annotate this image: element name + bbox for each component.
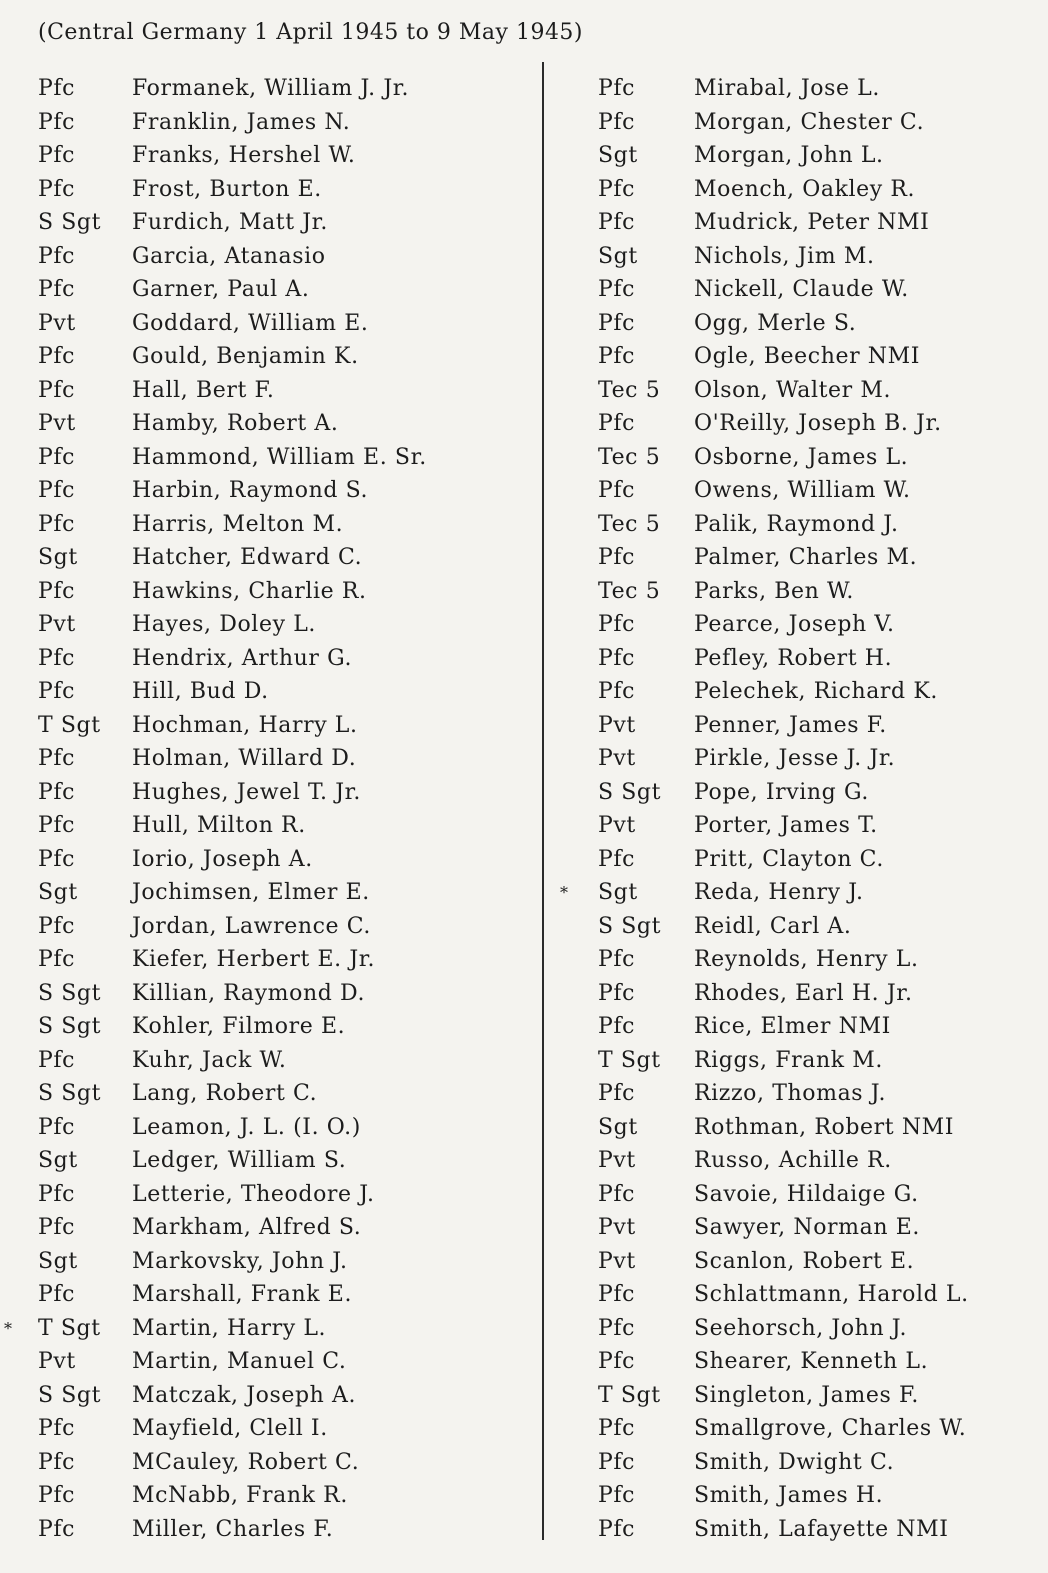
- rank-label: Pfc: [38, 344, 76, 369]
- soldier-name: Iorio, Joseph A.: [132, 846, 313, 872]
- soldier-name: Pritt, Clayton C.: [694, 846, 884, 872]
- rank-label: Pfc: [38, 143, 76, 168]
- rank-label: Pfc: [38, 1047, 76, 1073]
- rank-label: Pvt: [598, 1215, 636, 1240]
- soldier-name: Parks, Ben W.: [694, 578, 854, 604]
- roster-row: [0, 1010, 500, 1044]
- roster-row: [560, 675, 1048, 709]
- roster-row: [0, 776, 500, 810]
- rank-label: T Sgt: [38, 1315, 101, 1341]
- rank-label: Pfc: [38, 1449, 76, 1475]
- roster-row: [0, 1144, 500, 1178]
- rank-label: T Sgt: [598, 1382, 661, 1408]
- roster-row: [560, 1111, 1048, 1145]
- soldier-name: Rothman, Robert NMI: [694, 1114, 955, 1140]
- soldier-name: Moench, Oakley R.: [694, 176, 916, 202]
- soldier-name: Scanlon, Robert E.: [694, 1248, 915, 1274]
- soldier-name: Furdich, Matt Jr.: [132, 210, 328, 235]
- soldier-name: Franklin, James N.: [132, 109, 351, 135]
- roster-row: [0, 173, 500, 207]
- soldier-name: Riggs, Frank M.: [694, 1047, 883, 1073]
- roster-row: [0, 977, 500, 1011]
- rank-label: Pfc: [598, 344, 636, 369]
- roster-row: [0, 1412, 500, 1446]
- soldier-name: Schlattmann, Harold L.: [694, 1282, 969, 1307]
- roster-column-right: [560, 72, 1048, 1546]
- roster-row: [0, 642, 500, 676]
- roster-row: [0, 742, 500, 776]
- soldier-name: Leamon, J. L. (I. O.): [132, 1114, 361, 1140]
- rank-label: Tec 5: [598, 444, 661, 470]
- rank-label: Pfc: [38, 779, 76, 805]
- soldier-name: Jochimsen, Elmer E.: [132, 880, 370, 905]
- soldier-name: Markovsky, John J.: [132, 1248, 348, 1274]
- soldier-name: Harbin, Raymond S.: [132, 478, 369, 503]
- rank-label: Sgt: [38, 1248, 78, 1274]
- rank-label: Pfc: [38, 645, 76, 671]
- rank-label: Pvt: [38, 411, 76, 436]
- soldier-name: Singleton, James F.: [694, 1382, 919, 1408]
- soldier-name: Reda, Henry J.: [694, 880, 864, 905]
- rank-label: Pfc: [598, 478, 636, 503]
- rank-label: Pfc: [38, 277, 76, 302]
- rank-label: Pvt: [38, 310, 76, 336]
- rank-label: Pfc: [38, 679, 76, 704]
- roster-row: [0, 139, 500, 173]
- soldier-name: Shearer, Kenneth L.: [694, 1349, 929, 1374]
- roster-row: [560, 943, 1048, 977]
- rank-label: Sgt: [38, 880, 78, 905]
- soldier-name: McNabb, Frank R.: [132, 1483, 348, 1508]
- roster-row: [0, 910, 500, 944]
- roster-row: [0, 72, 500, 106]
- rank-label: Tec 5: [598, 511, 661, 537]
- soldier-name: Pefley, Robert H.: [694, 645, 893, 671]
- soldier-name: Nickell, Claude W.: [694, 277, 909, 302]
- rank-label: Pfc: [598, 545, 636, 570]
- rank-label: Sgt: [598, 143, 638, 168]
- rank-label: Pfc: [598, 679, 636, 704]
- soldier-name: Hill, Bud D.: [132, 679, 269, 704]
- roster-row: [0, 1345, 500, 1379]
- roster-row: [560, 1345, 1048, 1379]
- rank-label: Pvt: [38, 612, 76, 637]
- soldier-name: Harris, Melton M.: [132, 511, 344, 537]
- roster-row: [560, 1044, 1048, 1078]
- soldier-name: Kiefer, Herbert E. Jr.: [132, 947, 376, 972]
- soldier-name: Killian, Raymond D.: [132, 980, 366, 1006]
- soldier-name: Seehorsch, John J.: [694, 1315, 908, 1341]
- soldier-name: Penner, James F.: [694, 712, 887, 738]
- roster-row: [0, 1245, 500, 1279]
- rank-label: Sgt: [598, 243, 638, 269]
- rank-label: S Sgt: [38, 1014, 102, 1039]
- rank-label: Pfc: [598, 1416, 636, 1441]
- roster-row: [560, 1077, 1048, 1111]
- rank-label: Pfc: [598, 1315, 636, 1341]
- roster-row: [560, 139, 1048, 173]
- roster-row: [0, 273, 500, 307]
- soldier-name: Martin, Manuel C.: [132, 1349, 347, 1374]
- rank-label: Pfc: [38, 913, 76, 939]
- rank-label: Pfc: [598, 980, 636, 1006]
- soldier-name: Formanek, William J. Jr.: [132, 76, 410, 101]
- rank-label: Pfc: [38, 1282, 76, 1307]
- soldier-name: Savoie, Hildaige G.: [694, 1181, 919, 1207]
- roster-row: [560, 273, 1048, 307]
- soldier-name: Olson, Walter M.: [694, 377, 892, 403]
- roster-row: [560, 1412, 1048, 1446]
- roster-row: [0, 608, 500, 642]
- roster-row: [0, 1312, 500, 1346]
- roster-row: [560, 1010, 1048, 1044]
- rank-label: S Sgt: [38, 210, 102, 235]
- rank-label: S Sgt: [38, 980, 102, 1006]
- rank-label: Pfc: [598, 210, 636, 235]
- asterisk-mark: *: [560, 883, 569, 902]
- rank-label: Pfc: [598, 1282, 636, 1307]
- rank-label: Pfc: [38, 243, 76, 269]
- rank-label: S Sgt: [38, 1382, 102, 1408]
- roster-row: [560, 1211, 1048, 1245]
- soldier-name: Ogg, Merle S.: [694, 310, 857, 336]
- soldier-name: Garcia, Atanasio: [132, 243, 326, 269]
- column-divider: [542, 62, 544, 1540]
- rank-label: Pfc: [38, 109, 76, 135]
- roster-column-left: [0, 72, 500, 1546]
- roster-row: [0, 508, 500, 542]
- rank-label: Pvt: [598, 746, 636, 771]
- soldier-name: Martin, Harry L.: [132, 1315, 327, 1341]
- rank-label: Pfc: [598, 1516, 636, 1542]
- roster-row: [560, 977, 1048, 1011]
- rank-label: Tec 5: [598, 578, 661, 604]
- roster-row: [0, 1077, 500, 1111]
- roster-row: [0, 709, 500, 743]
- soldier-name: Kuhr, Jack W.: [132, 1047, 287, 1073]
- rank-label: Pfc: [38, 76, 76, 101]
- soldier-name: Reidl, Carl A.: [694, 913, 852, 939]
- soldier-name: Rhodes, Earl H. Jr.: [694, 980, 913, 1006]
- soldier-name: Smith, Lafayette NMI: [694, 1516, 949, 1542]
- roster-row: [560, 407, 1048, 441]
- rank-label: Pfc: [38, 846, 76, 872]
- rank-label: Pfc: [38, 746, 76, 771]
- rank-label: Pvt: [598, 1248, 636, 1274]
- roster-row: [560, 642, 1048, 676]
- roster-row: [0, 1178, 500, 1212]
- roster-row: [560, 1278, 1048, 1312]
- rank-label: Pfc: [598, 1014, 636, 1039]
- soldier-name: Letterie, Theodore J.: [132, 1181, 375, 1207]
- rank-label: Pfc: [38, 511, 76, 537]
- rank-label: Pvt: [38, 1349, 76, 1374]
- soldier-name: Hall, Bert F.: [132, 377, 275, 403]
- rank-label: Pfc: [598, 1449, 636, 1475]
- rank-label: Pfc: [38, 1483, 76, 1508]
- rank-label: Pfc: [598, 109, 636, 135]
- roster-row: [560, 106, 1048, 140]
- roster-row: [560, 910, 1048, 944]
- soldier-name: Smith, Dwight C.: [694, 1449, 895, 1475]
- roster-row: [0, 1044, 500, 1078]
- soldier-name: Pirkle, Jesse J. Jr.: [694, 746, 896, 771]
- soldier-name: MCauley, Robert C.: [132, 1449, 360, 1475]
- soldier-name: Hamby, Robert A.: [132, 411, 339, 436]
- roster-row: [560, 1479, 1048, 1513]
- roster-row: [0, 1278, 500, 1312]
- roster-row: [0, 575, 500, 609]
- roster-row: [0, 809, 500, 843]
- roster-row: [560, 575, 1048, 609]
- rank-label: Pfc: [598, 1483, 636, 1508]
- soldier-name: Frost, Burton E.: [132, 176, 322, 202]
- soldier-name: Pelechek, Richard K.: [694, 679, 938, 704]
- soldier-name: Lang, Robert C.: [132, 1081, 318, 1106]
- soldier-name: Morgan, Chester C.: [694, 109, 925, 135]
- soldier-name: Mirabal, Jose L.: [694, 76, 880, 101]
- soldier-name: Hughes, Jewel T. Jr.: [132, 779, 361, 805]
- soldier-name: Hatcher, Edward C.: [132, 545, 363, 570]
- soldier-name: Hammond, William E. Sr.: [132, 444, 427, 470]
- roster-row: [560, 843, 1048, 877]
- roster-row: [560, 1245, 1048, 1279]
- rank-label: Pfc: [598, 1081, 636, 1106]
- roster-row: [0, 206, 500, 240]
- roster-row: [560, 72, 1048, 106]
- soldier-name: Franks, Hershel W.: [132, 143, 356, 168]
- roster-row: [0, 943, 500, 977]
- soldier-name: Morgan, John L.: [694, 143, 884, 168]
- rank-label: Pfc: [38, 1416, 76, 1441]
- soldier-name: Porter, James T.: [694, 813, 878, 838]
- roster-row: [0, 407, 500, 441]
- rank-label: Pfc: [598, 176, 636, 202]
- roster-row: [0, 1379, 500, 1413]
- soldier-name: Hayes, Doley L.: [132, 612, 316, 637]
- rank-label: Pvt: [598, 1148, 636, 1173]
- rank-label: Sgt: [38, 1148, 78, 1173]
- soldier-name: Mudrick, Peter NMI: [694, 210, 930, 235]
- rank-label: Pfc: [38, 813, 76, 838]
- rank-label: Sgt: [598, 880, 638, 905]
- roster-row: [560, 1178, 1048, 1212]
- rank-label: Pfc: [598, 947, 636, 972]
- rank-label: Pfc: [598, 1181, 636, 1207]
- roster-row: [560, 1312, 1048, 1346]
- rank-label: Pfc: [598, 846, 636, 872]
- roster-row: [0, 1513, 500, 1547]
- soldier-name: Matczak, Joseph A.: [132, 1382, 357, 1408]
- roster-row: [0, 441, 500, 475]
- rank-label: S Sgt: [38, 1081, 102, 1106]
- roster-row: [560, 441, 1048, 475]
- rank-label: Pfc: [598, 277, 636, 302]
- roster-row: [560, 374, 1048, 408]
- soldier-name: Ogle, Beecher NMI: [694, 344, 921, 369]
- roster-row: [560, 240, 1048, 274]
- soldier-name: Marshall, Frank E.: [132, 1282, 353, 1307]
- soldier-name: Jordan, Lawrence C.: [132, 913, 371, 939]
- soldier-name: Garner, Paul A.: [132, 277, 310, 302]
- rank-label: Pfc: [598, 645, 636, 671]
- roster-row: [560, 1446, 1048, 1480]
- roster-row: [560, 608, 1048, 642]
- rank-label: Pfc: [38, 377, 76, 403]
- roster-row: [560, 1144, 1048, 1178]
- page-header: (Central Germany 1 April 1945 to 9 May 1945): [38, 20, 584, 45]
- soldier-name: Markham, Alfred S.: [132, 1215, 362, 1240]
- soldier-name: Smith, James H.: [694, 1483, 884, 1508]
- soldier-name: Nichols, Jim M.: [694, 243, 875, 269]
- roster-row: [560, 776, 1048, 810]
- rank-label: Pfc: [38, 1215, 76, 1240]
- soldier-name: Rice, Elmer NMI: [694, 1014, 891, 1039]
- rank-label: Pfc: [38, 947, 76, 972]
- rank-label: Sgt: [38, 545, 78, 570]
- roster-row: [0, 474, 500, 508]
- rank-label: Pfc: [38, 1181, 76, 1207]
- rank-label: Pfc: [598, 76, 636, 101]
- roster-row: [560, 709, 1048, 743]
- roster-row: [560, 809, 1048, 843]
- soldier-name: Hochman, Harry L.: [132, 712, 358, 738]
- roster-row: [0, 307, 500, 341]
- rank-label: S Sgt: [598, 779, 662, 805]
- asterisk-mark: *: [4, 1318, 13, 1338]
- roster-row: [560, 508, 1048, 542]
- rank-label: Pfc: [598, 612, 636, 637]
- roster-row: [560, 1513, 1048, 1547]
- soldier-name: Reynolds, Henry L.: [694, 947, 919, 972]
- roster-row: [0, 1446, 500, 1480]
- soldier-name: Palmer, Charles M.: [694, 545, 918, 570]
- soldier-name: O'Reilly, Joseph B. Jr.: [694, 411, 942, 436]
- soldier-name: Mayfield, Clell I.: [132, 1416, 328, 1441]
- soldier-name: Rizzo, Thomas J.: [694, 1081, 887, 1106]
- soldier-name: Russo, Achille R.: [694, 1148, 892, 1173]
- soldier-name: Smallgrove, Charles W.: [694, 1416, 967, 1441]
- rank-label: Pfc: [38, 1114, 76, 1140]
- rank-label: Pfc: [38, 444, 76, 470]
- roster-row: [0, 374, 500, 408]
- roster-row: [560, 1379, 1048, 1413]
- soldier-name: Hull, Milton R.: [132, 813, 306, 838]
- roster-row: [0, 240, 500, 274]
- soldier-name: Palik, Raymond J.: [694, 511, 899, 537]
- roster-row: [560, 173, 1048, 207]
- roster-row: [0, 843, 500, 877]
- rank-label: Pfc: [38, 578, 76, 604]
- roster-row: [560, 307, 1048, 341]
- roster-row: [0, 1479, 500, 1513]
- soldier-name: Pope, Irving G.: [694, 779, 869, 805]
- soldier-name: Osborne, James L.: [694, 444, 909, 470]
- soldier-name: Holman, Willard D.: [132, 746, 357, 771]
- rank-label: Pvt: [598, 712, 636, 738]
- rank-label: Sgt: [598, 1114, 638, 1140]
- soldier-name: Goddard, William E.: [132, 310, 369, 336]
- rank-label: Tec 5: [598, 377, 661, 403]
- rank-label: Pfc: [38, 478, 76, 503]
- roster-row: [560, 742, 1048, 776]
- roster-row: [0, 340, 500, 374]
- rank-label: T Sgt: [38, 712, 101, 738]
- roster-row: [0, 1111, 500, 1145]
- soldier-name: Hawkins, Charlie R.: [132, 578, 367, 604]
- roster-row: [560, 340, 1048, 374]
- rank-label: Pfc: [38, 1516, 76, 1542]
- rank-label: Pfc: [38, 176, 76, 202]
- roster-row: [0, 1211, 500, 1245]
- roster-row: [0, 541, 500, 575]
- soldier-name: Sawyer, Norman E.: [694, 1215, 920, 1240]
- rank-label: Pfc: [598, 411, 636, 436]
- roster-row: [560, 876, 1048, 910]
- soldier-name: Miller, Charles F.: [132, 1516, 334, 1542]
- rank-label: S Sgt: [598, 913, 662, 939]
- roster-row: [560, 474, 1048, 508]
- roster-row: [0, 106, 500, 140]
- roster-row: [560, 206, 1048, 240]
- roster-row: [560, 541, 1048, 575]
- rank-label: Pfc: [598, 310, 636, 336]
- soldier-name: Gould, Benjamin K.: [132, 344, 359, 369]
- rank-label: Pfc: [598, 1349, 636, 1374]
- soldier-name: Pearce, Joseph V.: [694, 612, 895, 637]
- rank-label: T Sgt: [598, 1047, 661, 1073]
- soldier-name: Kohler, Filmore E.: [132, 1014, 346, 1039]
- soldier-name: Hendrix, Arthur G.: [132, 645, 353, 671]
- roster-row: [0, 876, 500, 910]
- rank-label: Pvt: [598, 813, 636, 838]
- soldier-name: Owens, William W.: [694, 478, 911, 503]
- roster-row: [0, 675, 500, 709]
- soldier-name: Ledger, William S.: [132, 1148, 347, 1173]
